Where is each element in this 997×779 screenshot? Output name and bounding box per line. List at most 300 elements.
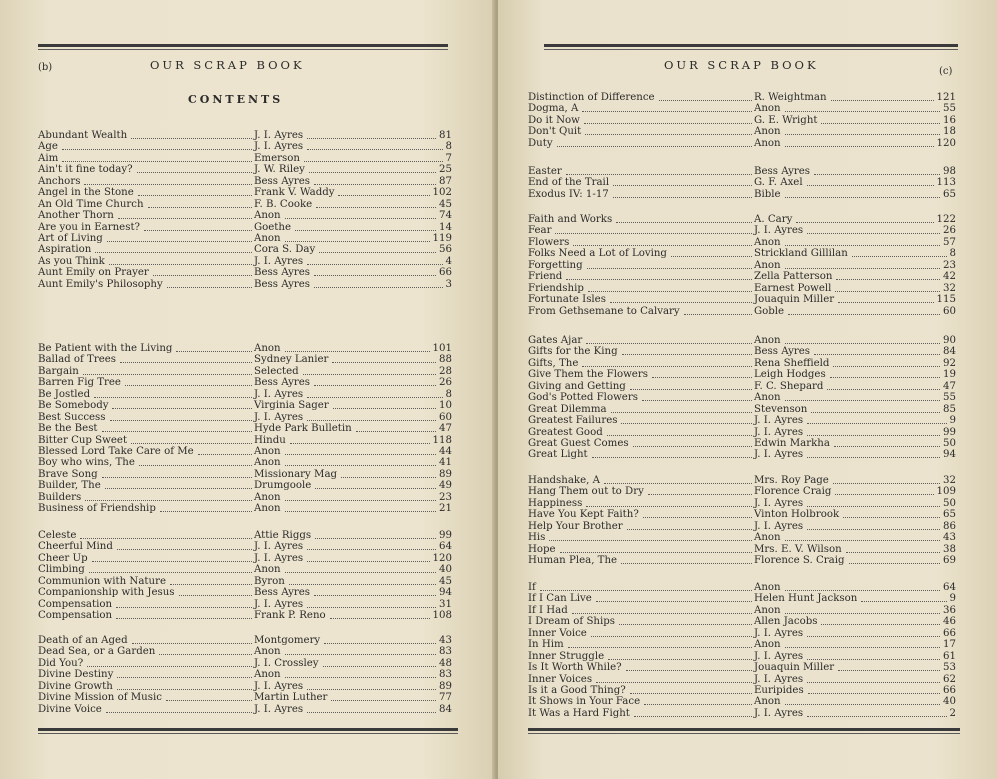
toc-entry — [528, 532, 956, 543]
dot-leader — [117, 541, 252, 550]
entry-author: F. B. Cooke — [254, 198, 313, 210]
dot-leader — [285, 457, 436, 466]
entry-author: J. I. Crossley — [254, 657, 319, 669]
entry-page-number: 77 — [439, 692, 452, 704]
dot-leader — [807, 449, 940, 458]
entry-author: G. F. Axel — [754, 177, 803, 189]
dot-leader — [295, 222, 436, 231]
dot-leader — [807, 225, 940, 234]
entry-title: Distinction of Difference — [528, 92, 655, 103]
dot-leader — [315, 480, 436, 489]
dot-leader — [116, 599, 252, 608]
entry-author: Earnest Powell — [754, 282, 832, 294]
dot-leader — [314, 587, 436, 596]
toc-entry — [38, 199, 452, 210]
dot-leader — [833, 475, 940, 484]
entry-title: Aim — [38, 152, 59, 164]
entry-page-number: 84 — [439, 703, 452, 715]
dot-leader — [592, 449, 752, 458]
dot-leader — [807, 708, 946, 717]
entry-author: Bess Ayres — [754, 346, 811, 358]
entry-title: Human Plea, The — [528, 555, 618, 567]
dot-leader — [627, 521, 752, 530]
entry-author: Byron — [254, 575, 285, 587]
entry-title: Dogma, A — [528, 103, 579, 115]
entry-title: Greatest Failures — [528, 415, 618, 427]
entry-title: Duty — [528, 137, 553, 149]
dot-leader — [788, 306, 940, 315]
entry-page-number: 26 — [439, 377, 452, 389]
dot-leader — [289, 576, 436, 585]
top-rule — [38, 44, 448, 47]
dot-leader — [821, 115, 940, 124]
dot-leader — [785, 335, 940, 344]
toc-entry — [38, 480, 452, 491]
entry-author: R. Weightman — [754, 92, 827, 103]
entry-title: Aunt Emily on Prayer — [38, 267, 149, 279]
entry-author: Anon — [754, 236, 781, 248]
dot-leader — [807, 415, 946, 424]
toc-entry — [38, 669, 452, 680]
entry-page-number: 48 — [439, 657, 452, 669]
dot-leader — [107, 233, 252, 242]
dot-leader — [607, 427, 752, 436]
dot-leader — [643, 509, 752, 518]
dot-leader — [106, 704, 252, 713]
dot-leader — [307, 412, 436, 421]
entry-title: Companionship with Jesus — [38, 587, 175, 599]
entry-page-number: 32 — [943, 282, 956, 294]
entry-title: In Him — [528, 639, 564, 651]
dot-leader — [324, 635, 436, 644]
right-page — [498, 0, 997, 779]
entry-title: Happiness — [528, 497, 583, 509]
entry-page-number: 94 — [439, 587, 452, 599]
entry-page-number: 121 — [936, 92, 956, 103]
entry-author: Anon — [754, 604, 781, 616]
entry-author: Anon — [754, 532, 781, 544]
entry-page-number: 56 — [439, 244, 452, 256]
entry-page-number: 7 — [445, 152, 452, 164]
dot-leader — [148, 199, 252, 208]
toc-entry — [38, 704, 452, 715]
entry-title: Be Somebody — [38, 400, 109, 412]
toc-entry — [38, 435, 452, 446]
toc-entry — [38, 457, 452, 468]
entry-author: Anon — [254, 457, 281, 469]
contents-title: CONTENTS — [188, 93, 284, 106]
dot-leader — [835, 283, 940, 292]
dot-leader — [785, 237, 940, 246]
toc-entry — [528, 225, 956, 236]
entry-page-number: 23 — [943, 259, 956, 271]
entry-title: Divine Mission of Music — [38, 692, 162, 704]
entry-page-number: 50 — [943, 497, 956, 509]
dot-leader — [861, 593, 946, 602]
dot-leader — [814, 166, 940, 175]
dot-leader — [785, 138, 934, 147]
dot-leader — [319, 244, 436, 253]
dot-leader — [285, 210, 436, 219]
dot-leader — [120, 354, 252, 363]
entry-page-number: 36 — [943, 604, 956, 616]
entry-title: Forgetting — [528, 259, 583, 271]
dot-leader — [785, 582, 940, 591]
dot-leader — [560, 544, 752, 553]
dot-leader — [785, 392, 940, 401]
dot-leader — [309, 164, 436, 173]
dot-leader — [785, 696, 940, 705]
toc-entry — [38, 164, 452, 175]
entry-author: Strickland Gillilan — [754, 248, 848, 260]
page-label: (b) — [38, 62, 53, 73]
toc-group-e — [528, 166, 956, 200]
dot-leader — [671, 248, 752, 257]
top-rule — [544, 44, 958, 47]
entry-page-number: 109 — [936, 486, 956, 498]
entry-title: If — [528, 582, 536, 593]
dot-leader — [566, 166, 752, 175]
dot-leader — [285, 669, 436, 678]
entry-page-number: 99 — [439, 530, 452, 541]
entry-author: Anon — [754, 137, 781, 149]
entry-author: J. I. Ayres — [254, 703, 304, 715]
toc-entry — [528, 415, 956, 426]
entry-author: Goethe — [254, 221, 291, 233]
dot-leader — [110, 412, 252, 421]
entry-title: An Old Time Church — [38, 198, 144, 210]
entry-title: If I Can Live — [528, 593, 592, 605]
dot-leader — [785, 126, 940, 135]
entry-title: Exodus IV: 1-17 — [528, 188, 609, 200]
entry-author: J. I. Ayres — [754, 449, 804, 461]
dot-leader — [131, 130, 252, 139]
dot-leader — [303, 366, 436, 375]
dot-leader — [87, 658, 252, 667]
entry-author: Anon — [254, 503, 281, 515]
entry-author: Attie Riggs — [254, 530, 312, 541]
entry-title: Boy who wins, The — [38, 457, 135, 469]
toc-entry — [528, 555, 956, 566]
dot-leader — [307, 130, 436, 139]
dot-leader — [807, 521, 940, 530]
dot-leader — [144, 222, 252, 231]
dot-leader — [137, 164, 252, 173]
entry-author: Bible — [754, 188, 781, 200]
dot-leader — [838, 662, 940, 671]
dot-leader — [304, 153, 443, 162]
entry-author: J. W. Riley — [254, 164, 305, 176]
entry-title: It Shows in Your Face — [528, 696, 641, 708]
dot-leader — [89, 564, 252, 573]
entry-page-number: 86 — [943, 520, 956, 532]
toc-entry — [528, 237, 956, 248]
entry-author: Anon — [254, 232, 281, 244]
entry-title: Folks Need a Lot of Loving — [528, 248, 667, 260]
entry-author: Bess Ayres — [754, 166, 811, 177]
entry-author: Bess Ayres — [254, 587, 311, 599]
toc-entry — [38, 187, 452, 198]
dot-leader — [307, 681, 436, 690]
dot-leader — [166, 692, 252, 701]
dot-leader — [621, 555, 752, 564]
toc-entry — [528, 335, 956, 346]
entry-title: Ain't it fine today? — [38, 164, 133, 176]
entry-title: Is it a Good Thing? — [528, 684, 626, 696]
toc-entry — [528, 582, 956, 593]
entry-title: Angel in the Stone — [38, 187, 134, 199]
entry-author: J. I. Ayres — [754, 426, 804, 438]
dot-leader — [604, 475, 752, 484]
dot-leader — [838, 294, 933, 303]
entry-author: F. C. Shepard — [754, 380, 824, 392]
toc-entry — [38, 343, 452, 354]
entry-author: Selected — [254, 365, 299, 377]
entry-title: Cheerful Mind — [38, 541, 113, 553]
entry-title: Great Dilemma — [528, 403, 607, 415]
entry-page-number: 74 — [439, 210, 452, 222]
entry-author: Leigh Hodges — [754, 369, 826, 381]
entry-page-number: 49 — [439, 480, 452, 492]
entry-title: Hope — [528, 543, 556, 555]
entry-author: J. I. Ayres — [254, 552, 304, 564]
dot-leader — [153, 267, 252, 276]
dot-leader — [785, 639, 940, 648]
dot-leader — [285, 233, 430, 242]
entry-author: Anon — [254, 564, 281, 576]
entry-page-number: 18 — [943, 126, 956, 138]
entry-title: Do it Now — [528, 114, 580, 126]
toc-entry — [38, 412, 452, 423]
dot-leader — [557, 138, 752, 147]
dot-leader — [584, 115, 752, 124]
toc-entry — [528, 593, 956, 604]
toc-entry — [38, 492, 452, 503]
dot-leader — [811, 404, 940, 413]
dot-leader — [117, 681, 252, 690]
toc-entry — [528, 369, 956, 380]
entry-page-number: 46 — [943, 616, 956, 628]
dot-leader — [596, 593, 752, 602]
dot-leader — [118, 210, 252, 219]
entry-title: Divine Destiny — [38, 669, 114, 681]
dot-leader — [94, 389, 252, 398]
entry-title: I Dream of Ships — [528, 616, 615, 628]
entry-page-number: 65 — [943, 509, 956, 521]
entry-page-number: 81 — [439, 130, 452, 141]
entry-title: Cheer Up — [38, 552, 88, 564]
entry-title: Brave Song — [38, 468, 98, 480]
entry-author: J. I. Ayres — [754, 650, 804, 662]
entry-title: Be Jostled — [38, 388, 91, 400]
toc-entry — [528, 306, 956, 317]
dot-leader — [586, 335, 752, 344]
entry-title: Handshake, A — [528, 475, 600, 486]
entry-title: Friend — [528, 271, 563, 283]
toc-entry — [528, 696, 956, 707]
entry-title: Is It Worth While? — [528, 662, 622, 674]
entry-title: Gifts for the King — [528, 346, 618, 358]
entry-title: Hang Them out to Dry — [528, 486, 644, 498]
entry-author: Anon — [754, 639, 781, 651]
dot-leader — [821, 616, 940, 625]
toc-entry — [528, 509, 956, 520]
dot-leader — [596, 674, 752, 683]
entry-page-number: 120 — [936, 137, 956, 149]
entry-author: Anon — [754, 696, 781, 708]
toc-entry — [528, 126, 956, 137]
entry-author: Mrs. E. V. Wilson — [754, 543, 842, 555]
entry-title: Bitter Cup Sweet — [38, 434, 128, 446]
dot-leader — [626, 662, 752, 671]
toc-entry — [528, 358, 956, 369]
dot-leader — [582, 358, 752, 367]
entry-author: Sydney Lanier — [254, 354, 329, 366]
dot-leader — [307, 599, 436, 608]
toc-entry — [528, 605, 956, 616]
dot-leader — [619, 616, 752, 625]
dot-leader — [92, 553, 252, 562]
dot-leader — [285, 446, 436, 455]
toc-entry — [38, 279, 452, 290]
entry-title: Best Success — [38, 411, 106, 423]
entry-page-number: 10 — [439, 400, 452, 412]
dot-leader — [785, 605, 940, 614]
entry-title: Business of Friendship — [38, 503, 156, 515]
entry-author: Florence Craig — [754, 486, 832, 498]
entry-page-number: 120 — [432, 552, 452, 564]
dot-leader — [616, 214, 752, 223]
entry-page-number: 21 — [439, 503, 452, 515]
entry-page-number: 102 — [432, 187, 452, 199]
toc-entry — [528, 294, 956, 305]
dot-leader — [131, 435, 252, 444]
entry-author: Florence S. Craig — [754, 555, 845, 567]
entry-title: Help Your Brother — [528, 520, 623, 532]
entry-page-number: 69 — [943, 555, 956, 567]
entry-page-number: 99 — [943, 426, 956, 438]
entry-author: Anon — [754, 126, 781, 138]
dot-leader — [852, 248, 947, 257]
entry-author: Anon — [254, 343, 281, 354]
dot-leader — [170, 576, 252, 585]
dot-leader — [84, 176, 252, 185]
toc-entry — [38, 599, 452, 610]
entry-page-number: 17 — [943, 639, 956, 651]
toc-entry — [38, 233, 452, 244]
toc-entry — [38, 564, 452, 575]
entry-page-number: 19 — [943, 369, 956, 381]
entry-title: If I Had — [528, 604, 568, 616]
entry-title: Fear — [528, 225, 552, 237]
toc-entry — [38, 389, 452, 400]
entry-author: Vinton Holbrook — [754, 509, 840, 521]
entry-title: Friendship — [528, 282, 584, 294]
toc-entry — [38, 635, 452, 646]
entry-author: A. Cary — [754, 214, 793, 225]
dot-leader — [314, 267, 436, 276]
toc-group-i — [528, 582, 956, 719]
entry-author: Bess Ayres — [254, 175, 311, 187]
entry-title: His — [528, 532, 546, 544]
entry-page-number: 65 — [943, 188, 956, 200]
entry-title: Blessed Lord Take Care of Me — [38, 445, 194, 457]
dot-leader — [132, 635, 252, 644]
entry-author: Anon — [754, 392, 781, 404]
dot-leader — [644, 696, 752, 705]
entry-author: Hindu — [254, 434, 286, 446]
dot-leader — [85, 492, 252, 501]
entry-title: Have You Kept Faith? — [528, 509, 639, 521]
entry-author: J. I. Ayres — [254, 255, 304, 267]
dot-leader — [95, 244, 252, 253]
toc-entry — [38, 681, 452, 692]
dot-leader — [807, 177, 934, 186]
entry-page-number: 40 — [943, 696, 956, 708]
dot-leader — [83, 366, 252, 375]
dot-leader — [331, 692, 436, 701]
entry-title: Compensation — [38, 610, 113, 622]
entry-title: Easter — [528, 166, 562, 177]
toc-group-a — [38, 130, 452, 290]
entry-title: Age — [38, 141, 58, 153]
toc-entry — [528, 92, 956, 103]
dot-leader — [555, 225, 752, 234]
entry-author: Frank P. Reno — [254, 610, 326, 622]
toc-entry — [528, 544, 956, 555]
entry-title: Divine Voice — [38, 703, 102, 715]
entry-title: Greatest Good — [528, 426, 603, 438]
toc-entry — [38, 610, 452, 621]
entry-author: Anon — [754, 259, 781, 271]
running-header: OUR SCRAP BOOK — [150, 58, 305, 72]
toc-entry — [528, 177, 956, 188]
entry-author: Jouaquin Miller — [754, 294, 835, 306]
entry-page-number: 88 — [439, 354, 452, 366]
dot-leader — [585, 126, 752, 135]
dot-leader — [80, 530, 252, 539]
entry-page-number: 64 — [943, 582, 956, 593]
entry-page-number: 43 — [943, 532, 956, 544]
entry-author: Helen Hunt Jackson — [754, 593, 858, 605]
entry-author: Goble — [754, 305, 785, 317]
entry-page-number: 31 — [439, 598, 452, 610]
entry-page-number: 25 — [439, 164, 452, 176]
entry-page-number: 89 — [439, 468, 452, 480]
entry-page-number: 28 — [439, 365, 452, 377]
entry-page-number: 66 — [943, 627, 956, 639]
entry-page-number: 44 — [439, 445, 452, 457]
entry-page-number: 66 — [439, 267, 452, 279]
dot-leader — [333, 400, 436, 409]
dot-leader — [307, 541, 436, 550]
toc-entry — [38, 176, 452, 187]
entry-page-number: 2 — [949, 707, 956, 719]
dot-leader — [611, 404, 752, 413]
dot-leader — [621, 415, 752, 424]
dot-leader — [62, 141, 252, 150]
entry-page-number: 8 — [445, 388, 452, 400]
entry-title: Inner Voice — [528, 627, 587, 639]
entry-author: J. I. Ayres — [754, 497, 804, 509]
entry-title: Give Them the Flowers — [528, 369, 648, 381]
entry-page-number: 9 — [949, 593, 956, 605]
dot-leader — [105, 480, 252, 489]
dot-leader — [117, 669, 252, 678]
toc-entry — [38, 530, 452, 541]
entry-title: Be the Best — [38, 423, 98, 435]
dot-leader — [591, 628, 752, 637]
